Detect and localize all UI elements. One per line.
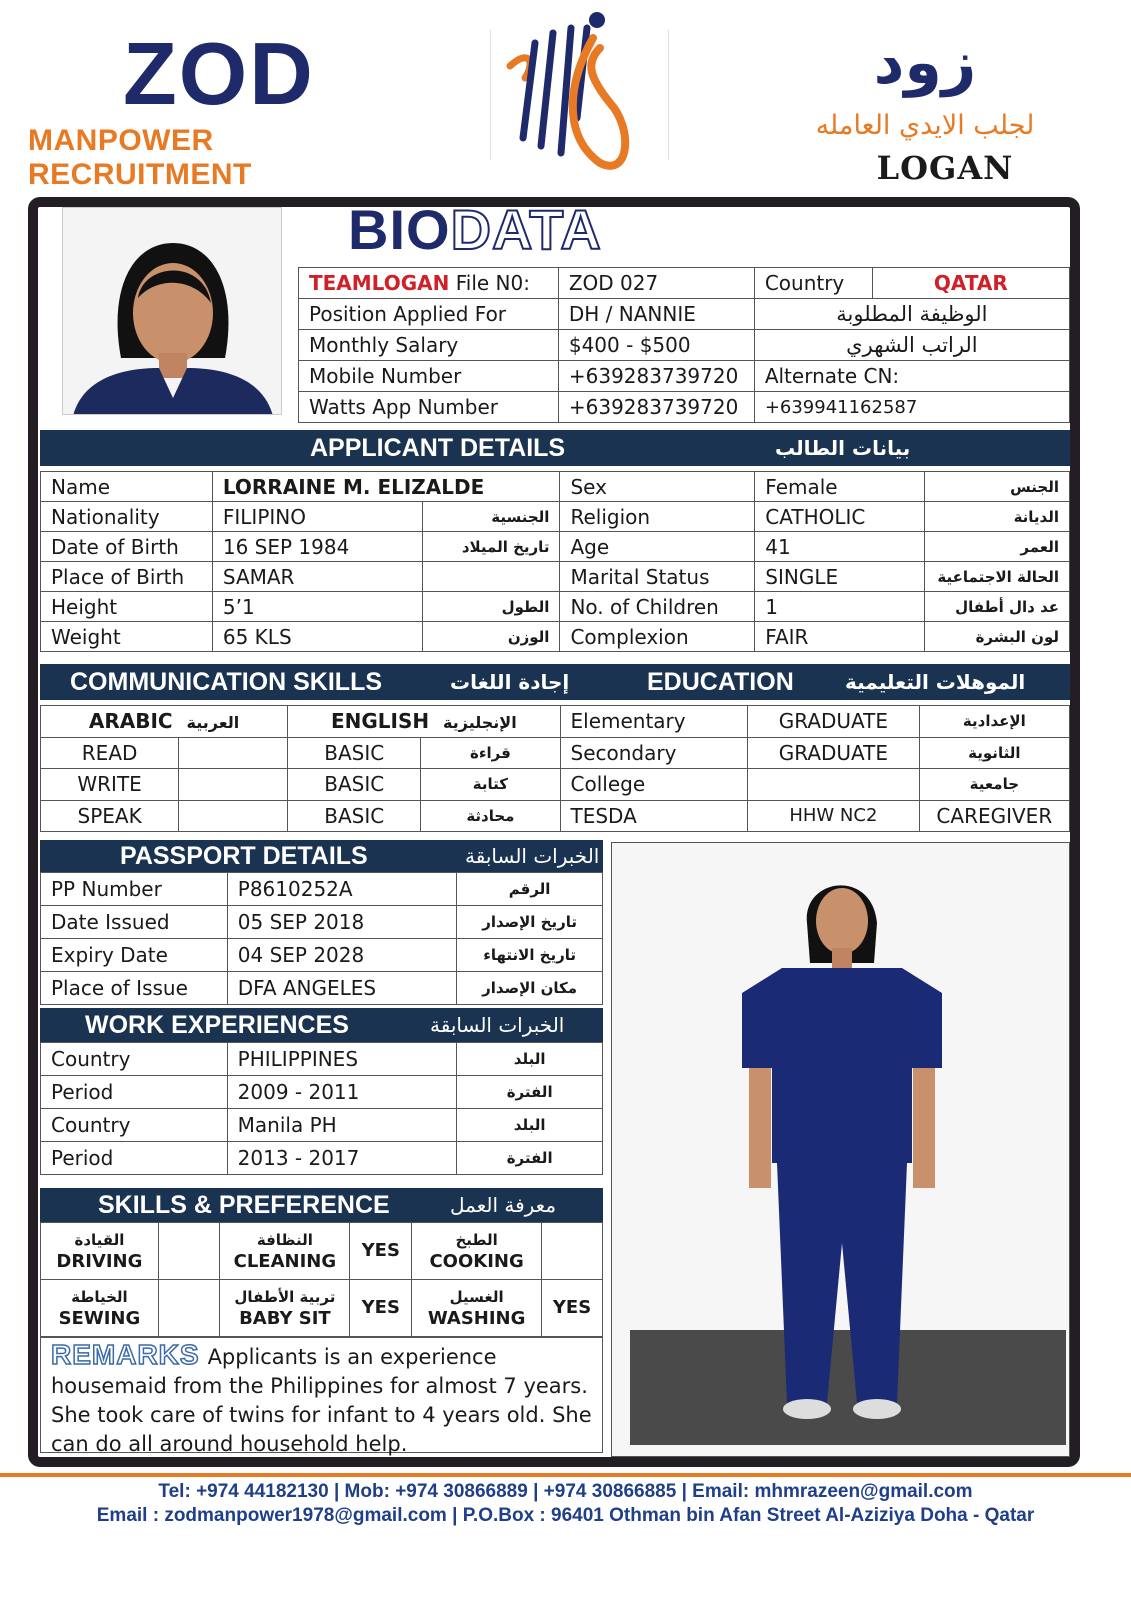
brand-subtitle: MANPOWER RECRUITMENT (28, 124, 252, 191)
table-row: Weight 65 KLS الوزن Complexion FAIR لون البشرة (41, 622, 1070, 652)
divider (490, 30, 491, 160)
table-row: PP Number P8610252A الرقم (41, 873, 603, 906)
footer-contact (0, 1480, 1131, 1528)
brand-name: ZOD (123, 24, 315, 123)
table-row: READ BASIC قراءة Secondary GRADUATE الثانوية (41, 737, 1070, 769)
brand-arabic-subtitle: لجلب الايدي العامله (815, 110, 1035, 141)
table-row: ARABIC العربية ENGLISH الإنجليزية Elementary GRADUATE الإعدادية (41, 706, 1070, 738)
work-experience-header: WORK EXPERIENCES الخبرات السابقة (40, 1008, 603, 1042)
table-row: Expiry Date 04 SEP 2028 تاريخ الانتهاء (41, 939, 603, 972)
applicant-details-table (40, 471, 1070, 652)
page-title: BIODATA (348, 198, 602, 261)
table-row: Period 2009 - 2011 الفترة (41, 1076, 603, 1109)
divider (668, 30, 669, 160)
applicant-full-photo (611, 842, 1070, 1457)
country-value: QATAR (872, 268, 1069, 299)
footer-divider (0, 1473, 1131, 1477)
passport-header: PASSPORT DETAILS الخبرات السابقة (40, 840, 603, 872)
company-logo (505, 8, 635, 173)
remarks-text: Applicants is an experience housemaid from the Philippines for almost 7 years. She took care of twins for infant to 4 years old. She can do all around household help. (51, 1345, 592, 1456)
brand-right (760, 28, 1090, 187)
applicant-headshot (62, 207, 282, 415)
brand-left (28, 24, 408, 192)
biodata-frame (28, 197, 1080, 1467)
partner-name: LOGAN (876, 149, 1014, 187)
brand-arabic-name: زود (873, 28, 977, 98)
table-row: الخياطة SEWING تربية الأطفال BABY SIT YES الغسيل WASHING YES (41, 1280, 603, 1337)
table-row: القيادة DRIVING النظافة CLEANING YES الطبخ COOKING (41, 1223, 603, 1280)
skills-header: SKILLS & PREFERENCE معرفة العمل (40, 1188, 603, 1222)
table-row: Country PHILIPPINES البلد (41, 1043, 603, 1076)
skills-table (40, 1222, 603, 1337)
table-row: Height 5’1 الطول No. of Children 1 عد دال أطفال (41, 592, 1070, 622)
remarks-label: REMARKS (51, 1339, 200, 1370)
communication-education-table (40, 705, 1070, 832)
table-row: WRITE BASIC كتابة College جامعية (41, 769, 1070, 801)
table-row: Period 2013 - 2017 الفترة (41, 1142, 603, 1175)
remarks-box (40, 1337, 603, 1456)
communication-education-header: COMMUNICATION SKILLS إجادة اللغات EDUCATION الموهلات التعليمية (40, 664, 1070, 700)
footer-line-2: Email : zodmanpower1978@gmail.com | P.O.Box : 96401 Othman bin Afan Street Al-Aziziya Doha - Qatar (96, 1505, 1035, 1526)
table-row: Country Manila PH البلد (41, 1109, 603, 1142)
table-row: Date Issued 05 SEP 2018 تاريخ الإصدار (41, 906, 603, 939)
table-row: SPEAK BASIC محادثة TESDA HHW NC2 CAREGIVER (41, 800, 1070, 832)
table-row: Date of Birth 16 SEP 1984 تاريخ الميلاد Age 41 العمر (41, 532, 1070, 562)
footer-line-1: Tel: +974 44182130 | Mob: +974 30866889 | +974 30866885 | Email: mhmrazeen@gmail.com (158, 1481, 973, 1502)
table-row: Nationality FILIPINO الجنسية Religion CATHOLIC الديانة (41, 502, 1070, 532)
applicant-details-header: APPLICANT DETAILS بيانات الطالب (40, 430, 1070, 466)
file-info-table: TEAMLOGAN File N0: ZOD 027 Country QATAR Position Applied For DH / NANNIE الوظيفة المطلوبة Monthly Salary $400 - $500 الراتب الشهري Mobile Number +639283739720 Alternate CN: Watts App Number +639283739720 +639941162587 (298, 267, 1070, 423)
table-row: Name LORRAINE M. ELIZALDE Sex Female الجنس (41, 472, 1070, 502)
work-experience-table (40, 1042, 603, 1175)
passport-table (40, 872, 603, 1005)
country-label: Country (754, 268, 872, 299)
table-row: Place of Issue DFA ANGELES مكان الإصدار (41, 972, 603, 1005)
file-number: ZOD 027 (558, 268, 754, 299)
table-row: Place of Birth SAMAR Marital Status SINGLE الحالة الاجتماعية (41, 562, 1070, 592)
